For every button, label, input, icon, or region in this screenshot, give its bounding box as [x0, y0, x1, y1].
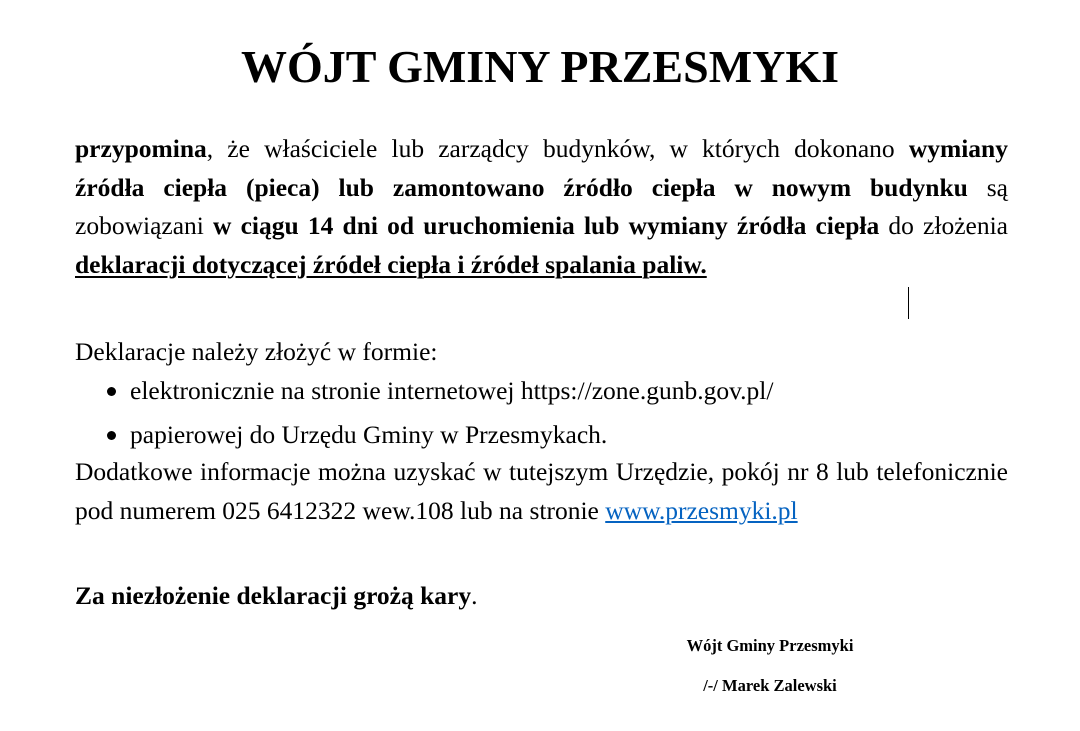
penalty-text: Za niezłożenie deklaracji grożą kary — [75, 581, 472, 610]
intro-reminder-word: przypomina — [75, 134, 207, 163]
intro-text-2: są zobowiązani — [75, 172, 1008, 240]
list-item — [75, 372, 1008, 411]
forms-list — [75, 372, 1008, 459]
list-item — [75, 416, 1008, 455]
website-link[interactable]: www.przesmyki.pl — [605, 495, 798, 525]
list-item-text: elektronicznie na stronie internetowej https://zone.gunb.gov.pl/ — [130, 376, 774, 405]
intro-heat-source-change: wymiany źródła ciepła (pieca) lub zamontowano źródło ciepła w nowym budynku — [75, 134, 1008, 202]
intro-text-1: , że właściciele lub zarządcy budynków, w których dokonano — [206, 134, 909, 163]
intro-paragraph — [75, 130, 1008, 284]
page-title: WÓJT GMINY PRZESMYKI — [240, 41, 840, 92]
bullet-icon — [107, 431, 116, 440]
signature-prefix: /-/ — [703, 676, 723, 695]
forms-label: Deklaracje należy złożyć w formie: — [75, 337, 438, 366]
penalty-notice — [75, 577, 1008, 616]
info-paragraph — [75, 453, 1008, 530]
signature-name: Marek Zalewski — [722, 676, 837, 695]
signature-title: Wójt Gminy Przesmyki — [686, 636, 854, 655]
bullet-icon — [107, 387, 116, 396]
signature-name-line — [620, 676, 920, 696]
penalty-period: . — [471, 581, 478, 610]
list-item-text: papierowej do Urzędu Gminy w Przesmykach. — [130, 419, 608, 449]
intro-deadline: w ciągu 14 dni od uruchomienia lub wymiany źródła ciepła — [213, 211, 880, 240]
info-text: Dodatkowe informacje można uzyskać w tutejszym Urzędzie, pokój nr 8 lub telefonicznie pod numerem 025 6412322 wew.108 lub na stronie — [75, 457, 1008, 525]
intro-text-3: do złożenia — [879, 211, 1008, 240]
text-cursor — [908, 287, 909, 319]
intro-declaration-name: deklaracji dotyczącej źródeł ciepła i źródeł spalania paliw. — [75, 249, 707, 279]
